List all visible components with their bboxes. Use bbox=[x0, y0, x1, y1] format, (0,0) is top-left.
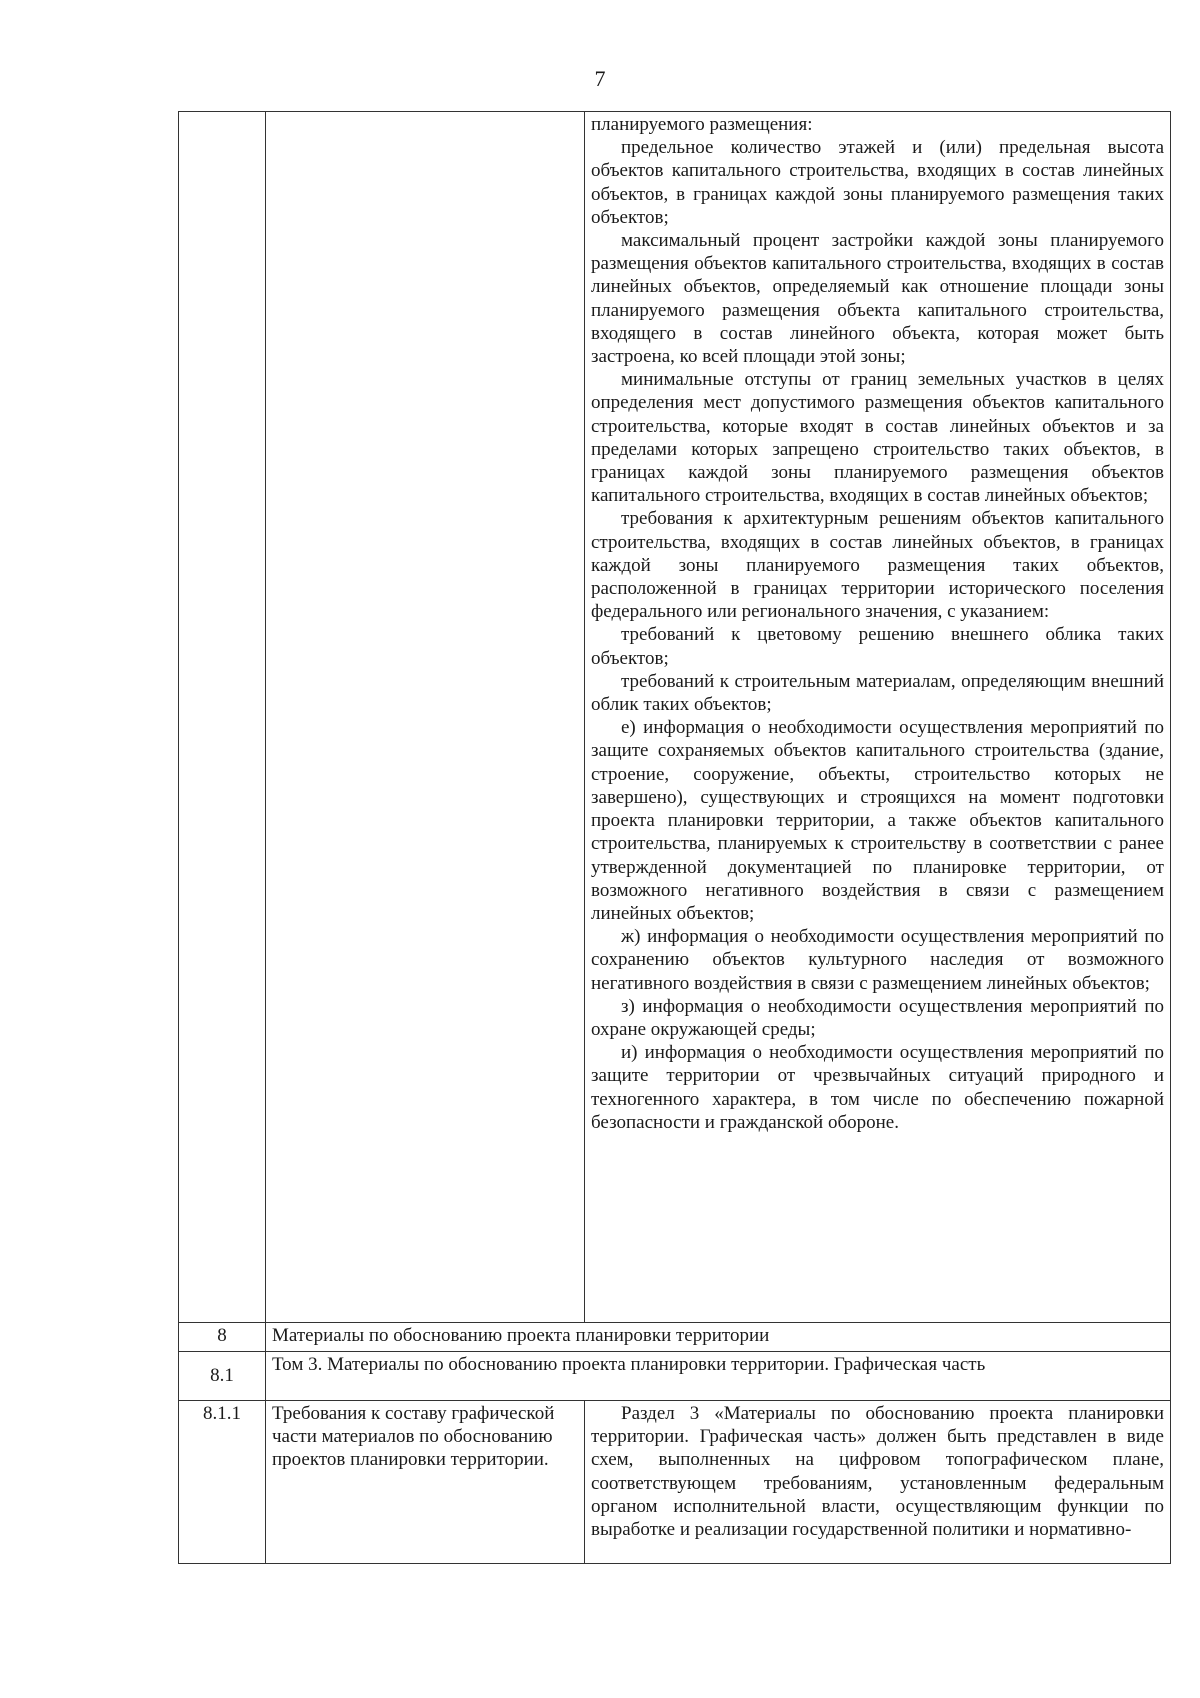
cell-content-continuation bbox=[585, 112, 1171, 1323]
cell-number: 8.1 bbox=[179, 1352, 266, 1401]
paragraph: требования к архитектурным решениям объектов капитального строительства, входящих в состав линейных объектов, в границах каждой зоны планируемого размещения таких объектов, расположенной в границах территории исторического поселения федерального или регионального значения, с указанием: bbox=[591, 508, 1164, 623]
cell-content bbox=[585, 1401, 1171, 1564]
paragraph: предельное количество этажей и (или) предельная высота объектов капитального строительства, входящих в состав линейных объектов, в границах каждой зоны планируемого размещения таких объектов; bbox=[591, 137, 1164, 228]
table-row-section-8-1-1 bbox=[179, 1401, 1171, 1564]
requirements-table bbox=[178, 111, 1171, 1564]
cell-requirement-empty bbox=[266, 112, 585, 1323]
paragraph: минимальные отступы от границ земельных участков в целях определения мест допустимого размещения объектов капитального строительства, которые входят в состав линейных объектов и за пределами которых запрещено строительство таких объектов, в границах каждой зоны планируемого размещения объектов капитального строительства, входящих в состав линейных объектов; bbox=[591, 369, 1164, 507]
cell-section-title: Том 3. Материалы по обоснованию проекта планировки территории. Графическая часть bbox=[266, 1352, 1171, 1401]
paragraph: и) информация о необходимости осуществления мероприятий по защите территории от чрезвычайных ситуаций природного и техногенного характера, в том числе по обеспечению пожарной безопасности и гражданской обороне. bbox=[591, 1042, 1164, 1133]
cell-number: 8 bbox=[179, 1323, 266, 1352]
paragraph: максимальный процент застройки каждой зоны планируемого размещения объектов капитального строительства, входящих в состав линейных объектов, определяемый как отношение площади зоны планируемого размещения объекта капитального строительства, входящего в состав линейного объекта, которая может быть застроена, ко всей площади этой зоны; bbox=[591, 230, 1164, 368]
cell-number: 8.1.1 bbox=[179, 1401, 266, 1564]
table-row-section-8-1 bbox=[179, 1352, 1171, 1401]
paragraph: планируемого размещения: bbox=[591, 114, 813, 135]
paragraph: требований к цветовому решению внешнего облика таких объектов; bbox=[591, 624, 1164, 669]
page-number: 7 bbox=[594, 66, 606, 91]
paragraph: з) информация о необходимости осуществления мероприятий по охране окружающей среды; bbox=[591, 995, 1164, 1040]
cell-number-empty bbox=[179, 112, 266, 1323]
paragraph: е) информация о необходимости осуществления мероприятий по защите сохраняемых объектов капитального строительства (здание, строение, сооружение, объекты, строительство которых не завершено), существующих и строящихся на момент подготовки проекта планировки территории, а также объектов капитального строительства, планируемых к строительству в соответствии с ранее утвержденной документацией по планировке территории, от возможного негативного воздействия в связи с размещением линейных объектов; bbox=[591, 717, 1164, 924]
table-row-section-8 bbox=[179, 1323, 1171, 1352]
table-row-continuation bbox=[179, 112, 1171, 1323]
paragraph: требований к строительным материалам, определяющим внешний облик таких объектов; bbox=[591, 670, 1164, 716]
paragraph: Раздел 3 «Материалы по обоснованию проекта планировки территории. Графическая часть» должен быть представлен в виде схем, выполненных на цифровом топографическом плане, соответствующем требованиям, установленным федеральным органом исполнительной власти, осуществляющим функции по выработке и реализации государственной политики и нормативно- bbox=[591, 1403, 1164, 1541]
cell-section-title: Материалы по обоснованию проекта планировки территории bbox=[266, 1323, 1171, 1352]
paragraph: ж) информация о необходимости осуществления мероприятий по сохранению объектов культурного наследия от возможного негативного воздействия в связи с размещением линейных объектов; bbox=[591, 926, 1164, 994]
cell-requirement: Требования к составу графической части материалов по обоснованию проектов планировки территории. bbox=[266, 1401, 585, 1564]
